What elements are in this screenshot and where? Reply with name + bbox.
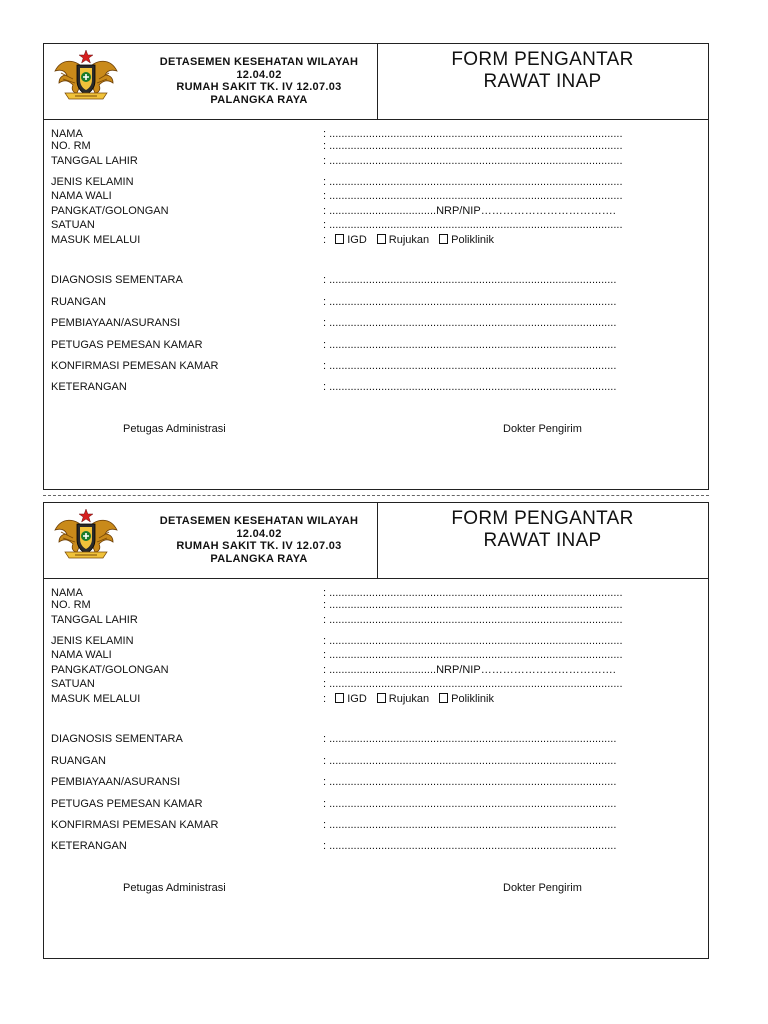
field-masuk-melalui — [323, 234, 504, 247]
field-satuan[interactable]: : ................................................................................................ — [323, 219, 623, 231]
label-keterangan: KETERANGAN — [51, 381, 127, 393]
field-jenis-kelamin[interactable]: : ................................................................................................ — [323, 635, 623, 647]
form-title-line-1: FORM PENGANTAR — [451, 508, 634, 529]
institution-block — [44, 44, 378, 119]
field-petugas-pemesan[interactable]: : .............................................................................................. — [323, 339, 617, 351]
form-copy-top — [43, 43, 709, 490]
label-keterangan: KETERANGAN — [51, 840, 127, 852]
checkbox-igd[interactable] — [335, 234, 344, 244]
field-tanggal-lahir[interactable]: : ................................................................................................ — [323, 614, 623, 626]
label-tanggal-lahir: TANGGAL LAHIR — [51, 614, 138, 626]
label-pembiayaan: PEMBIAYAAN/ASURANSI — [51, 776, 181, 788]
option-igd[interactable] — [335, 234, 367, 246]
institution-line-4: PALANGKA RAYA — [210, 552, 308, 565]
label-nama: NAMA — [51, 587, 83, 599]
field-ruangan[interactable]: : .............................................................................................. — [323, 755, 617, 767]
field-pembiayaan[interactable]: : .............................................................................................. — [323, 776, 617, 788]
field-no-rm[interactable]: : ................................................................................................ — [323, 599, 623, 611]
label-petugas-pemesan: PETUGAS PEMESAN KAMAR — [51, 339, 203, 351]
label-diagnosis: DIAGNOSIS SEMENTARA — [51, 733, 183, 745]
field-nama[interactable]: : ................................................................................................ — [323, 587, 623, 599]
label-ruangan: RUANGAN — [51, 296, 107, 308]
institution-line-2: 12.04.02 — [236, 68, 282, 81]
label-satuan: SATUAN — [51, 219, 95, 231]
field-konfirmasi[interactable]: : .............................................................................................. — [323, 360, 617, 372]
option-rujukan-label: Rujukan — [388, 234, 430, 246]
field-nama-wali[interactable]: : ................................................................................................ — [323, 190, 623, 202]
form-title — [377, 508, 708, 552]
label-no-rm: NO. RM — [51, 599, 91, 611]
colon: : — [323, 693, 327, 705]
checkbox-poliklinik[interactable] — [439, 234, 448, 244]
institution-line-4: PALANGKA RAYA — [210, 93, 308, 106]
institution-line-2: 12.04.02 — [236, 527, 282, 540]
institution-line-1: DETASEMEN KESEHATAN WILAYAH — [159, 56, 359, 68]
field-jenis-kelamin[interactable]: : ................................................................................................ — [323, 176, 623, 188]
option-rujukan[interactable] — [377, 234, 429, 246]
option-poliklinik-label: Poliklinik — [451, 693, 494, 705]
field-pangkat-nrp[interactable]: : ...................................NRP/NIP………………………………. — [323, 664, 616, 676]
label-pembiayaan: PEMBIAYAAN/ASURANSI — [51, 317, 181, 329]
field-tanggal-lahir[interactable]: : ................................................................................................ — [323, 155, 623, 167]
label-jenis-kelamin: JENIS KELAMIN — [51, 176, 134, 188]
checkbox-rujukan[interactable] — [377, 234, 386, 244]
label-diagnosis: DIAGNOSIS SEMENTARA — [51, 274, 183, 286]
option-rujukan-label: Rujukan — [388, 693, 430, 705]
form-title-line-2: RAWAT INAP — [483, 71, 602, 92]
field-keterangan[interactable]: : .............................................................................................. — [323, 381, 617, 393]
label-satuan: SATUAN — [51, 678, 95, 690]
label-masuk-melalui: MASUK MELALUI — [51, 234, 141, 246]
label-pangkat: PANGKAT/GOLONGAN — [51, 664, 169, 676]
emblem-icon — [53, 508, 119, 560]
form-copy-bottom — [43, 502, 709, 959]
form-header — [44, 44, 708, 120]
label-no-rm: NO. RM — [51, 140, 91, 152]
checkbox-igd[interactable] — [335, 693, 344, 703]
option-igd[interactable] — [335, 693, 367, 705]
field-diagnosis[interactable]: : .............................................................................................. — [323, 274, 617, 286]
label-konfirmasi: KONFIRMASI PEMESAN KAMAR — [51, 360, 219, 372]
field-ruangan[interactable]: : .............................................................................................. — [323, 296, 617, 308]
field-diagnosis[interactable]: : .............................................................................................. — [323, 733, 617, 745]
label-nama: NAMA — [51, 128, 83, 140]
emblem-icon — [53, 49, 119, 101]
signature-doctor: Dokter Pengirim — [503, 423, 582, 435]
label-jenis-kelamin: JENIS KELAMIN — [51, 635, 134, 647]
label-konfirmasi: KONFIRMASI PEMESAN KAMAR — [51, 819, 219, 831]
field-pangkat-nrp[interactable]: : ...................................NRP/NIP………………………………. — [323, 205, 616, 217]
option-igd-label: IGD — [347, 693, 367, 705]
field-petugas-pemesan[interactable]: : .............................................................................................. — [323, 798, 617, 810]
signature-admin: Petugas Administrasi — [123, 882, 226, 894]
field-no-rm[interactable]: : ................................................................................................ — [323, 140, 623, 152]
label-ruangan: RUANGAN — [51, 755, 107, 767]
field-konfirmasi[interactable]: : .............................................................................................. — [323, 819, 617, 831]
institution-line-1: DETASEMEN KESEHATAN WILAYAH — [159, 515, 359, 527]
label-nama-wali: NAMA WALI — [51, 190, 112, 202]
institution-name — [139, 515, 379, 565]
colon: : — [323, 234, 327, 246]
field-nama[interactable]: : ................................................................................................ — [323, 128, 623, 140]
label-nama-wali: NAMA WALI — [51, 649, 112, 661]
field-satuan[interactable]: : ................................................................................................ — [323, 678, 623, 690]
field-masuk-melalui — [323, 693, 504, 706]
form-title — [377, 49, 708, 93]
label-petugas-pemesan: PETUGAS PEMESAN KAMAR — [51, 798, 203, 810]
field-nama-wali[interactable]: : ................................................................................................ — [323, 649, 623, 661]
signature-doctor: Dokter Pengirim — [503, 882, 582, 894]
institution-name — [139, 56, 379, 106]
form-title-line-1: FORM PENGANTAR — [451, 49, 634, 70]
institution-block — [44, 503, 378, 578]
option-poliklinik[interactable] — [439, 693, 494, 705]
signature-admin: Petugas Administrasi — [123, 423, 226, 435]
checkbox-poliklinik[interactable] — [439, 693, 448, 703]
cut-line — [43, 495, 709, 496]
option-poliklinik-label: Poliklinik — [451, 234, 494, 246]
form-header — [44, 503, 708, 579]
option-poliklinik[interactable] — [439, 234, 494, 246]
checkbox-rujukan[interactable] — [377, 693, 386, 703]
option-rujukan[interactable] — [377, 693, 429, 705]
form-title-line-2: RAWAT INAP — [483, 530, 602, 551]
label-masuk-melalui: MASUK MELALUI — [51, 693, 141, 705]
institution-line-3: RUMAH SAKIT TK. IV 12.07.03 — [176, 540, 342, 552]
option-igd-label: IGD — [347, 234, 367, 246]
label-pangkat: PANGKAT/GOLONGAN — [51, 205, 169, 217]
institution-line-3: RUMAH SAKIT TK. IV 12.07.03 — [176, 81, 342, 93]
label-tanggal-lahir: TANGGAL LAHIR — [51, 155, 138, 167]
field-keterangan[interactable]: : .............................................................................................. — [323, 840, 617, 852]
field-pembiayaan[interactable]: : .............................................................................................. — [323, 317, 617, 329]
